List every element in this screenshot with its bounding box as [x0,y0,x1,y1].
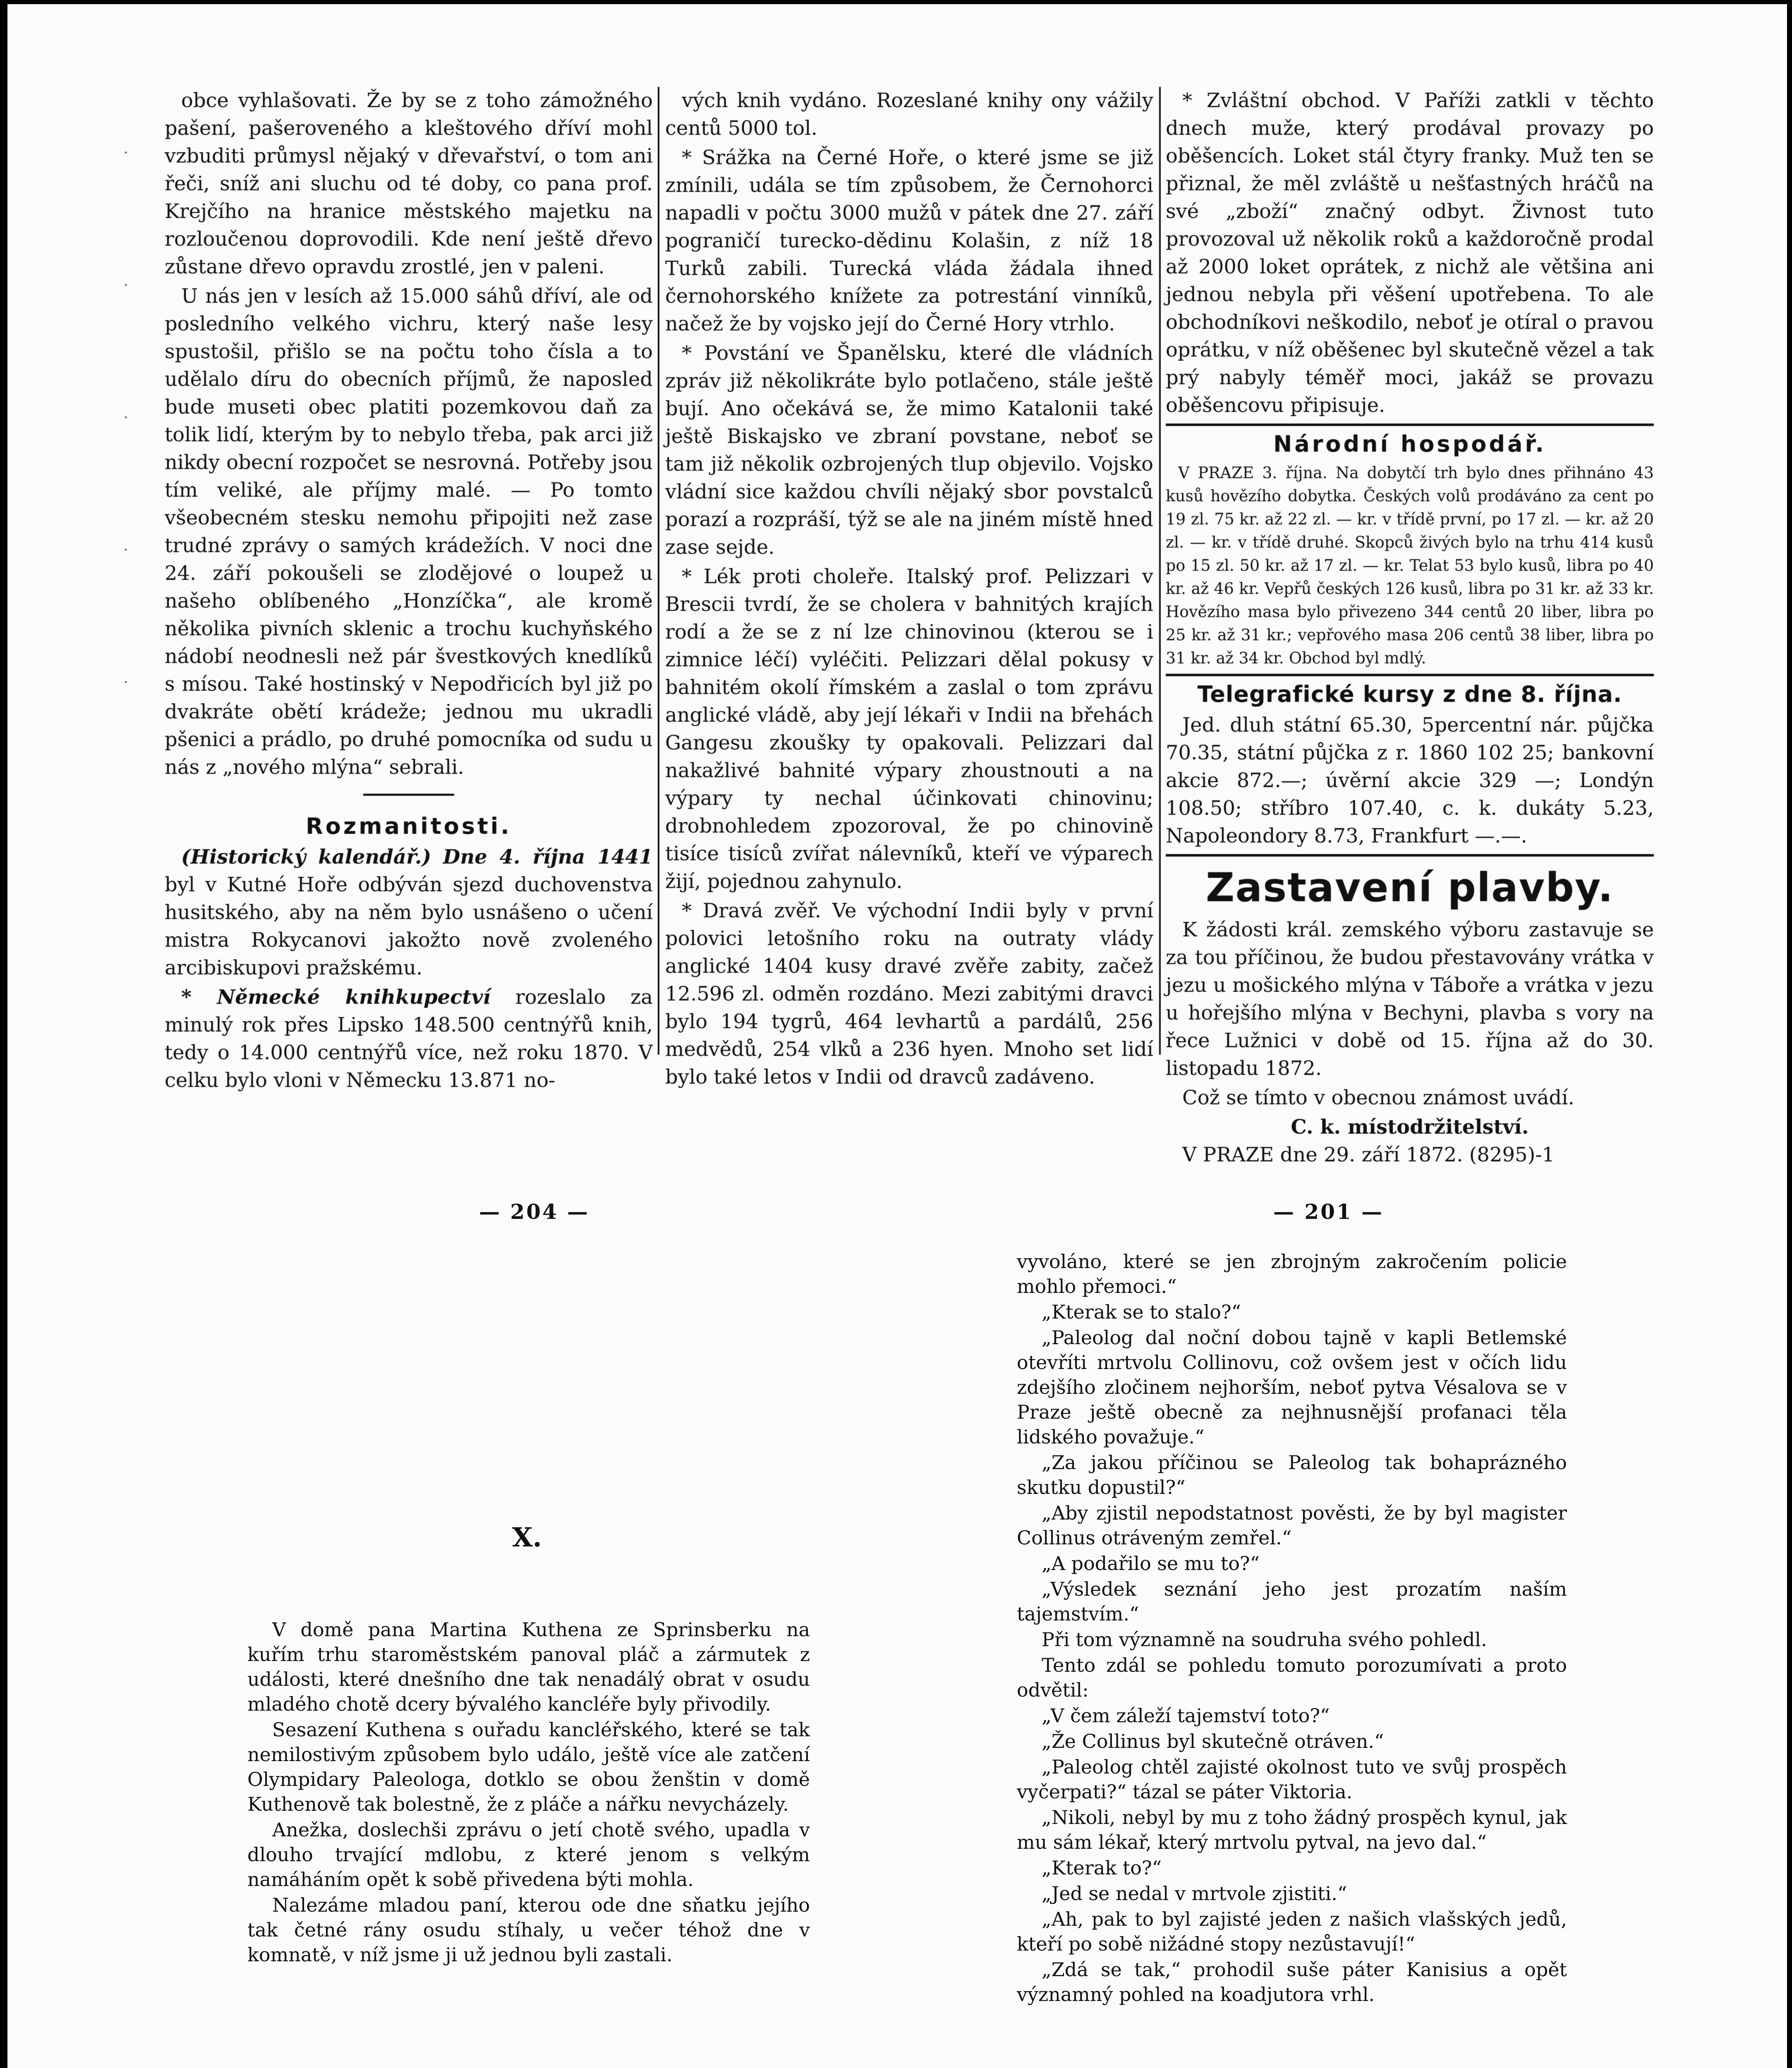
telegraph-title: Telegrafické kursy z dne 8. října. [1197,681,1622,707]
paragraph: vých knih vydáno. Rozeslané knihy ony vážily centů 5000 tol. [665,89,1153,140]
paragraph: Tento zdál se pohledu tomuto porozumívati a proto odvětil: [1017,1654,1567,1701]
paragraph: „A podařilo se mu to?“ [1042,1552,1260,1575]
paragraph: V domě pana Martina Kuthena ze Sprinsberku na kuřím trhu staroměstském panoval pláč a zármutek z události, které dnešního dne tak nenadálý obrat v osudu mladého chotě dcery bývalého kancléře byly přivodily. [247,1618,810,1715]
paragraph: „Kterak to?“ [1042,1857,1162,1879]
newspaper-column-2 [665,87,1153,1089]
column-rule [1159,87,1161,1055]
paragraph: Při tom významně na soudruha svého pohledl. [1042,1628,1487,1651]
paragraph: U nás jen v lesích až 15.000 sáhů dříví, ale od posledního velkého vichru, který naše lesy spustošil, přišlo se na počtu toho čísla a to udělalo díru do obecních příjmů, že naposled bude museti obec platiti pozemkovou daň za tolik lidí, kterým by to nebylo třeba, pak arci již nikdy obecní rozpočet se nesrovná. Potřeby jsou tím veliké, ale příjmy malé. — Po tomto všeobecném stesku nemohu připojiti než zase trudné zprávy o samých krádežích. V noci dne 24. září pokoušeli se zlodějové o loupež u našeho oblíbeného „Honzíčka“, ale kromě několika pivních sklenic a trochu kuchyňského nádobí neodnesli než pár švestkových knedlíků s mísou. Také hostinský v Nepodřicích byl již po dvakráte obětí krádeže; jednou mu ukradli pšenici a prádlo, po druhé pomocníka od sudu u nás z „nového mlýna“ sebrali. [165,285,653,779]
section-title: Národní hospodář. [1273,431,1546,457]
paragraph: Nalezáme mladou paní, kterou ode dne sňatku jejího tak četné rány osudu stíhaly, u večer téhož dne v komnatě, v níž jsme ji už jednou byli zastali. [247,1894,810,1966]
paragraph: „Za jakou příčinou se Paleolog tak bohaprázného skutku dopustil?“ [1017,1451,1567,1498]
news-item: * Srážka na Černé Hoře, o které jsme se již zmínili, udála se tím způsobem, že Černohorci napadli v počtu 3000 mužů v pátek dne 27. září pograničí turecko-dědinu Kolašin, z níž 18 Turků zabili. Turecká vláda žádala ihned černohorského knížete za potrestání vinníků, načež že by vojsko její do Černé Hory vtrhlo. [665,146,1153,335]
paragraph: „Aby zjistil nepodstatnost pověsti, že by byl magister Collinus otráveným zemřel.“ [1017,1502,1567,1549]
newspaper-clipping [165,70,1654,1166]
divider [1166,674,1654,676]
paragraph: „Zdá se tak,“ prohodil suše páter Kanisius a opět významný pohled na koadjutora vrhl. [1017,1958,1567,2006]
paragraph: „Paleolog chtěl zajisté okolnost tuto ve svůj prospěch vyčerpati?“ tázal se páter Viktoria. [1017,1756,1567,1803]
paragraph: „Výsledek seznání jeho jest prozatím naším tajemstvím.“ [1017,1578,1567,1625]
paragraph: „V čem záleží tajemství toto?“ [1042,1704,1330,1727]
item-text: byl v Kutné Hoře odbýván sjezd duchovenstva husitského, aby na něm bylo usnášeno o učení mistra Rokycanovi jakožto nově zvoleného arcibiskupovi pražskému. [165,873,653,979]
news-item: * Dravá zvěř. Ve východní Indii byly v první polovici letošního roku na outraty vlády anglické 1404 kusy dravé zvěře zabity, začež 12.596 zl. odměn rozdáno. Mezi zabitými dravci bylo 194 tygrů, 464 levhartů a pardálů, 256 medvědů, 254 vlků a 236 hyen. Mnoho set lidí bylo také letos v Indii od dravců zadáveno. [665,899,1153,1089]
paragraph: Anežka, doslechši zprávu o jetí chotě svého, upadla v dlouho trvající mdlobu, z které jenom s velkým namáháním opět k sobě přivedena býti mohla. [247,1819,810,1891]
newspaper-column-1 [165,87,653,1092]
chapter-heading: X. [512,1522,542,1553]
news-item [165,843,653,982]
divider [1166,424,1654,426]
paragraph: „Že Collinus byl skutečně otráven.“ [1042,1730,1384,1752]
paragraph: „Ah, pak to byl zajisté jeden z našich vlašských jedů, kteří po sobě nižádné stopy nezůstavují!“ [1017,1908,1567,1955]
newspaper-column-3 [1166,87,1654,1166]
notice-date: V PRAZE dne 29. září 1872. (8295)-1 [1182,1143,1555,1166]
item-text: rozeslalo za minulý rok přes Lipsko 148.500 centnýřů knih, tedy o 14.000 centnýřů více, než roku 1870. V celku bylo vloni v Německu 13.871 no- [165,986,653,1092]
paragraph: „Kterak se to stalo?“ [1042,1301,1241,1323]
column-rule [658,87,659,1055]
paragraph: „Nikoli, nebyl by mu z toho žádný prospěch kynul, jak mu sám lékař, který mrtvolu pytval, na jevo dal.“ [1017,1806,1567,1853]
divider [1166,854,1654,857]
news-item: * Povstání ve Španělsku, které dle vládních zpráv již několikráte bylo potlačeno, stále ještě bují. Ano očekává se, že mimo Katalonii také ještě Biskajsko ve zbraní povstane, neboť se tam již několik ozbrojených tlup objevilo. Vojsko vládní sice každou chvíli nějaký sbor povstalců porazí a rozpráší, týž se ale na jiném místě hned zase sejde. [665,342,1153,559]
novel-page-right [1017,1249,1567,2068]
paragraph: vyvoláno, které se jen zbrojným zakročením policie mohlo přemoci.“ [1017,1250,1567,1297]
market-text: V PRAZE 3. října. Na dobytčí trh bylo dnes přihnáno 43 kusů hovězího dobytka. Českých volů prodáváno za cent po 19 zl. 75 kr. až 22 zl. — kr. v třídě první, po 17 zl. — kr. až 20 zl. — kr. v třídě druhé. Skopců živých bylo na trhu 414 kusů po 15 zl. 50 kr. až 17 zl. — kr. Telat 53 bylo kusů, libra po 40 kr. až 46 kr. Vepřů českých 126 kusů, libra po 31 kr. až 33 kr. Hovězího masa bylo přivezeno 344 centů 20 liber, libra po 25 kr. až 31 kr.; vepřového masa 206 centů 38 liber, libra po 31 kr. až 34 kr. Obchod byl mdlý. [1166,464,1654,667]
divider [363,794,454,796]
paragraph: „Jed se nedal v mrtvole zjistiti.“ [1042,1882,1347,1905]
item-heading: * Německé knihkupectví [181,986,491,1009]
paragraph: „Paleolog dal noční dobou tajně v kapli Betlemské otevříti mrtvolu Collinovu, což ovšem jest v očích lidu zdejšího zločinem nejhorším, neboť pytva Vésalova se v Praze ještě obecně za nejhnusnější profanaci těla lidského považuje.“ [1017,1326,1567,1448]
market-report [1166,461,1654,670]
news-item: * Zvláštní obchod. V Paříži zatkli v těchto dnech muže, který prodával provazy po oběšencích. Loket stál čtyry franky. Muž ten se přiznal, že měl zvláště u nešťastných hráčů na své „zboží“ značný odbyt. Živnost tuto provozoval už několik roků a každoročně prodal až 2000 loket oprátek, z nichž ale většina ani jednou nebyla při věšení upotřebena. To ale obchodníkovi neškodilo, neboť je otíral o pravou oprátku, v níž oběšenec byl skutečně vězel a tak prý nabyly téměř moci, jakáž se provazu oběšencovu připisuje. [1166,89,1654,417]
item-heading: Dne 4. října 1441 [443,845,653,869]
novel-page-left [247,1617,810,1968]
margin-marks: · · · · · [123,144,129,692]
notice-text: K žádosti král. zemského výboru zastavuje se za tou příčinou, že budou přestavovány vrátka v jezu u mošického mlýna v Táboře a vrátka v jezu u hořejšího mlýna v Bechyni, plavba s vory na řece Lužnici v době od 15. října až do 30. listopadu 1872. [1166,918,1654,1080]
paragraph: obce vyhlašovati. Že by se z toho zámožného pašení, pašeroveného a kleštového dříví mohl vzbuditi průmysl nějaký v dřevařství, o tom ani řeči, sníž ani sluchu od té doby, co pana prof. Krejčího na hranice městského majetku na rozloučenou doprovodili. Kde není ještě dřevo zůstane dřevo opravdu zrostlé, jen v paleni. [165,89,653,278]
item-heading: (Historický kalendář.) [181,845,431,869]
notice-text: Což se tímto v obecnou známost uvádí. [1182,1086,1574,1109]
telegraph-text: Jed. dluh státní 65.30, 5percentní nár. půjčka 70.35, státní půjčka z r. 1860 102 25; bankovní akcie 872.—; úvěrní akcie 329 —; Londýn 108.50; stříbro 107.40, c. k. dukáty 5.23, Napoleondory 8.73, Frankfurt —.—. [1166,713,1654,847]
news-item: * Lék proti choleře. Italský prof. Pelizzari v Brescii tvrdí, že se cholera v bahnitých krajích rodí a že se z ní lze chinovinou (kterou se i zimnice léčí) vyléčiti. Pelizzari dělal pokusy v bahnitém okolí římském a zaslal o tom zprávu anglické vládě, aby její lékaři v Indii na břehách Gangesu zkoušky ty opakovali. Pelizzari dal nakažlivé bahnité výpary zhoustnouti a na výpary ty nechal účinkovati chinovinu; drobnohledem zpozoroval, že po chinovině tisíce tisíců zvířat nálevníků, kteří ve výparech žijí, pojednou zahynulo. [665,565,1153,893]
section-title: Rozmanitosti. [306,813,512,839]
notice-title: Zastavení plavby. [1205,864,1614,911]
news-item [165,984,653,1094]
page-number-left: — 204 — [479,1199,590,1224]
page-number-right: — 201 — [1273,1199,1384,1224]
notice-signature: C. k. místodržitelství. [1291,1115,1529,1139]
paragraph: Sesazení Kuthena s ouřadu kancléřského, které se tak nemilostivým způsobem bylo událo, ještě více ale zatčení Olympidary Paleologa, dotklo se obou ženštin v domě Kuthenově tak bolestně, že z pláče a nářku nevycházely. [247,1719,810,1815]
